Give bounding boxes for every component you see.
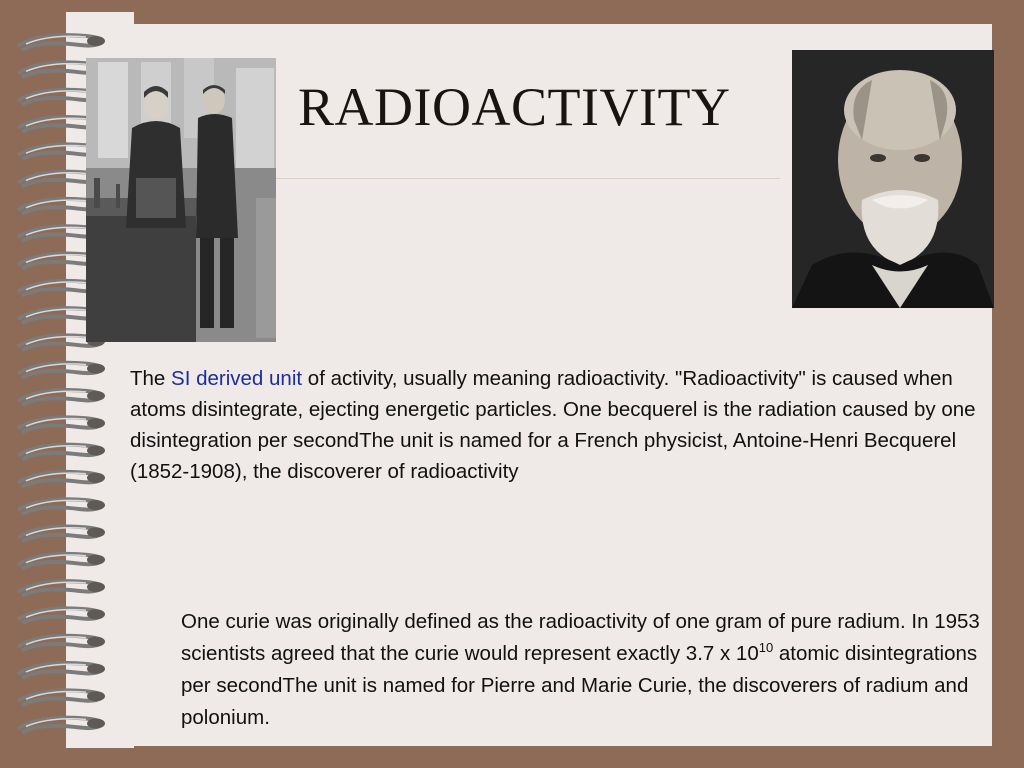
binding-hole: [87, 446, 105, 456]
binding-hole: [87, 637, 105, 647]
binding-hole: [87, 582, 105, 592]
binding-hole: [87, 609, 105, 619]
para1-prefix: The: [130, 367, 172, 390]
para1-text: of activity, usually meaning radioactivity. "Radioactivity" is caused when atoms disintegrate, ejecting energetic particles. One becquerel is the radiation caused by one disintegration per secondThe unit is named for a French physicist, Antoine-Henri Becquerel (1852-1908), the discoverer of radioactivity: [130, 367, 976, 483]
binding-hole: [87, 500, 105, 510]
slide-title: RADIOACTIVITY: [298, 77, 731, 137]
binding-hole: [87, 691, 105, 701]
para2-text-start: One curie was originally defined as the radioactivity of one gram of pure radium. In 1953 scientists agreed that the curie would represent exactly 3.7 x 10: [181, 610, 980, 665]
curie-description: [181, 606, 1007, 734]
binding-hole: [87, 418, 105, 428]
binding-hole: [87, 555, 105, 565]
si-derived-unit-link[interactable]: SI derived unit: [171, 367, 303, 390]
becquerel-description: [130, 363, 1014, 487]
curies-lab-photo: [86, 58, 276, 342]
binding-hole: [87, 364, 105, 374]
para2-exponent: 10: [758, 640, 774, 656]
binding-hole: [87, 391, 105, 401]
binding-hole: [87, 527, 105, 537]
binding-hole: [87, 473, 105, 483]
becquerel-portrait: [792, 50, 994, 308]
binding-hole: [87, 719, 105, 729]
para2-text-end: atomic disintegrations per secondThe unit is named for Pierre and Marie Curie, the discoverers of radium and polonium.: [181, 642, 978, 729]
binding-hole: [87, 36, 105, 46]
binding-hole: [87, 664, 105, 674]
title-underline: [268, 178, 780, 179]
